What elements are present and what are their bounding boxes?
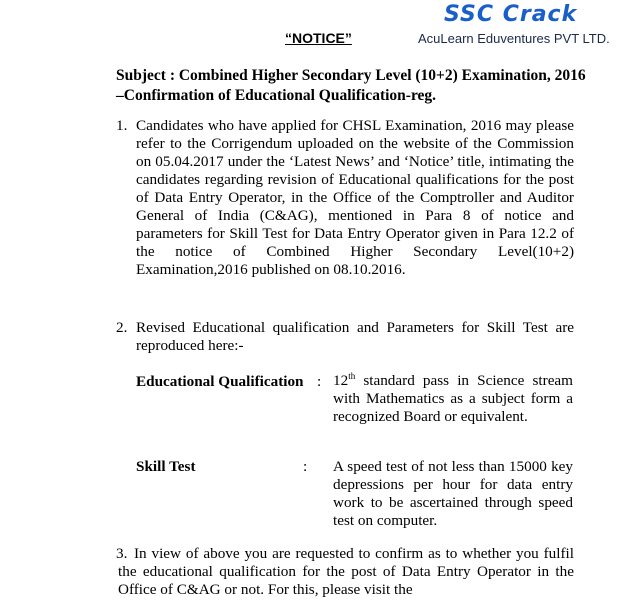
paragraph-2: Revised Educational qualification and Parameters for Skill Test are reproduced here:- <box>136 319 574 354</box>
skill-test-value: A speed test of not less than 15000 key depressions per hour for data entry work to be ascertained through speed test on computer. <box>333 458 573 529</box>
paragraph-number: 2. <box>116 319 128 336</box>
education-sup: th <box>348 370 356 381</box>
education-prefix: 12 <box>333 372 349 389</box>
education-text: standard pass in Science stream with Mathematics as a subject form a recognized Board or equivalent. <box>333 372 573 425</box>
paragraph-3: In view of above you are requested to confirm as to whether you fulfil the educational qualification for the post of Data Entry Operator in the Office of C&AG or not. For this, please visit the <box>118 545 574 598</box>
education-value <box>333 372 573 426</box>
paragraph-1: Candidates who have applied for CHSL Examination, 2016 may please refer to the Corrigendum uploaded on the website of the Commission on 05.04.2017 under the ‘Latest News’ and ‘Notice’ title, intimating the candidates regarding revision of Educational qualifications for the post of Data Entry Operator, in the Office of the Comptroller and Auditor General of India (C&AG), mentioned in Para 8 of notice and parameters for Skill Test for Data Entry Operator given in Para 12.2 of the notice of Combined Higher Secondary Level(10+2) Examination,2016 published on 08.10.2016. <box>136 117 574 278</box>
watermark-company: AcuLearn Eduventures PVT LTD. <box>418 31 610 46</box>
skill-test-label: Skill Test <box>136 458 196 475</box>
subject-heading: Subject : Combined Higher Secondary Level (10+2) Examination, 2016 –Confirmation of Educational Qualification-reg. <box>116 67 586 104</box>
watermark-brand: SSC Crack <box>444 2 578 27</box>
notice-title: “NOTICE” <box>285 30 352 46</box>
paragraph-number: 3. <box>116 545 128 562</box>
education-colon: : <box>317 373 322 390</box>
skill-test-colon: : <box>303 458 308 475</box>
education-label: Educational Qualification <box>136 373 304 390</box>
paragraph-number: 1. <box>116 117 128 134</box>
